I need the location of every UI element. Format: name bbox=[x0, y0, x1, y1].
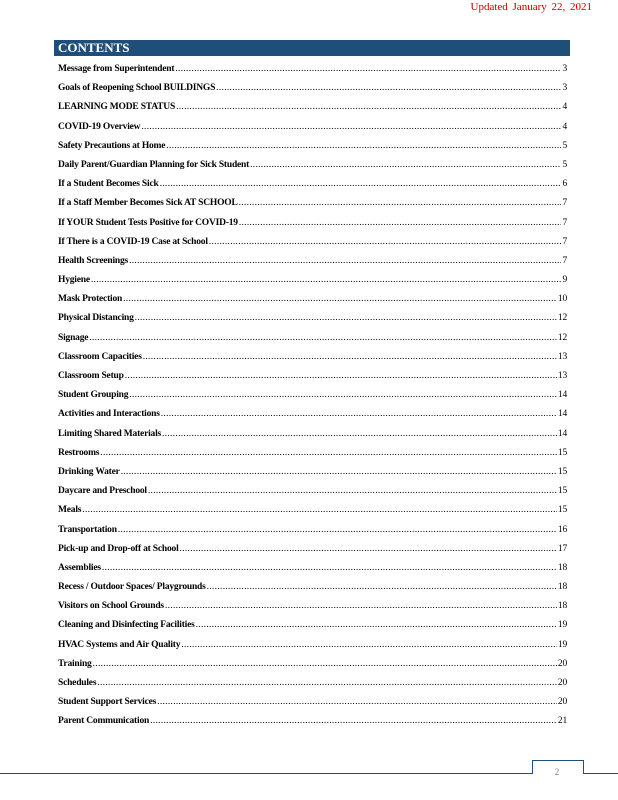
toc-entry-page: 4 bbox=[562, 121, 567, 132]
footer-rule bbox=[0, 773, 618, 774]
toc-dot-leader bbox=[162, 429, 557, 439]
toc-dot-leader bbox=[209, 237, 562, 247]
contents-title: CONTENTS bbox=[58, 40, 130, 55]
toc-entry[interactable] bbox=[58, 544, 567, 563]
toc-entry-page: 10 bbox=[557, 294, 567, 305]
toc-entry[interactable] bbox=[58, 218, 567, 237]
toc-entry[interactable] bbox=[58, 122, 567, 141]
toc-dot-leader bbox=[135, 313, 557, 323]
toc-entry-page: 17 bbox=[557, 543, 567, 554]
toc-entry-page: 7 bbox=[562, 255, 567, 266]
toc-dot-leader bbox=[93, 659, 557, 669]
toc-entry[interactable] bbox=[58, 582, 567, 601]
toc-entry[interactable] bbox=[58, 448, 567, 467]
toc-entry-page: 18 bbox=[557, 562, 567, 573]
toc-entry-label: Pick-up and Drop-off at School bbox=[58, 543, 179, 554]
toc-entry-label: Meals bbox=[58, 505, 82, 516]
toc-entry-page: 4 bbox=[562, 102, 567, 113]
toc-dot-leader bbox=[150, 716, 557, 726]
toc-entry-page: 3 bbox=[562, 83, 567, 94]
toc-entry-label: LEARNING MODE STATUS bbox=[58, 102, 176, 113]
toc-entry-page: 20 bbox=[557, 658, 567, 669]
toc-entry-label: Daily Parent/Guardian Planning for Sick Student bbox=[58, 159, 250, 170]
toc-dot-leader bbox=[125, 371, 557, 381]
toc-entry[interactable] bbox=[58, 352, 567, 371]
toc-entry-label: If YOUR Student Tests Positive for COVID-19 bbox=[58, 217, 238, 228]
toc-entry[interactable] bbox=[58, 294, 567, 313]
toc-entry-label: Visitors on School Grounds bbox=[58, 601, 164, 612]
toc-entry-page: 20 bbox=[557, 678, 567, 688]
toc-entry[interactable] bbox=[58, 102, 567, 121]
toc-entry-label: Parent Communication bbox=[58, 716, 150, 727]
toc-entry-page: 20 bbox=[557, 697, 567, 708]
toc-entry-label: Student Support Services bbox=[58, 697, 157, 708]
toc-dot-leader bbox=[141, 122, 561, 132]
toc-entry-label: Mask Protection bbox=[58, 294, 123, 305]
toc-entry-label: Assemblies bbox=[58, 562, 101, 573]
toc-entry-label: Cleaning and Disinfecting Facilities bbox=[58, 620, 195, 631]
toc-entry[interactable] bbox=[58, 179, 567, 198]
toc-entry-page: 5 bbox=[562, 159, 567, 170]
toc-entry[interactable] bbox=[58, 659, 567, 678]
toc-entry-label: Safety Precautions at Home bbox=[58, 140, 166, 151]
toc-entry-page: 19 bbox=[557, 639, 567, 650]
toc-entry-page: 7 bbox=[562, 236, 567, 247]
toc-entry-label: Activities and Interactions bbox=[58, 409, 160, 420]
toc-dot-leader bbox=[118, 525, 557, 535]
toc-entry-label: HVAC Systems and Air Quality bbox=[58, 639, 181, 650]
toc-entry-label: Transportation bbox=[58, 524, 117, 535]
toc-entry-label: Limiting Shared Materials bbox=[58, 428, 162, 439]
toc-entry-page: 15 bbox=[557, 466, 567, 477]
toc-entry-page: 14 bbox=[557, 409, 567, 420]
toc-entry[interactable] bbox=[58, 505, 567, 524]
toc-dot-leader bbox=[239, 218, 562, 228]
toc-dot-leader bbox=[166, 141, 561, 151]
table-of-contents bbox=[58, 64, 567, 736]
toc-entry-label: Restrooms bbox=[58, 447, 100, 458]
toc-entry-label: If There is a COVID-19 Case at School bbox=[58, 236, 208, 247]
toc-entry-page: 15 bbox=[557, 447, 567, 458]
toc-entry[interactable] bbox=[58, 716, 567, 735]
toc-entry[interactable] bbox=[58, 275, 567, 294]
toc-entry[interactable] bbox=[58, 601, 567, 620]
toc-entry-label: Student Grouping bbox=[58, 390, 129, 401]
toc-entry[interactable] bbox=[58, 640, 567, 659]
toc-dot-leader bbox=[123, 294, 557, 304]
toc-entry-page: 5 bbox=[562, 140, 567, 151]
toc-entry-page: 18 bbox=[557, 601, 567, 612]
toc-dot-leader bbox=[97, 678, 557, 688]
toc-dot-leader bbox=[176, 102, 561, 112]
toc-dot-leader bbox=[180, 544, 557, 554]
toc-dot-leader bbox=[196, 620, 557, 630]
toc-entry[interactable] bbox=[58, 198, 567, 217]
toc-dot-leader bbox=[148, 486, 557, 496]
toc-entry-label: Classroom Setup bbox=[58, 371, 124, 381]
toc-entry-page: 13 bbox=[557, 371, 567, 381]
toc-entry-label: Daycare and Preschool bbox=[58, 486, 147, 497]
contents-heading-bar bbox=[54, 40, 570, 56]
toc-entry[interactable] bbox=[58, 390, 567, 409]
toc-entry[interactable] bbox=[58, 409, 567, 428]
toc-entry-label: Drinking Water bbox=[58, 466, 120, 477]
toc-entry-page: 3 bbox=[562, 64, 567, 74]
toc-entry-page: 9 bbox=[562, 275, 567, 286]
toc-dot-leader bbox=[161, 409, 557, 419]
toc-entry-page: 15 bbox=[557, 486, 567, 497]
toc-entry[interactable] bbox=[58, 333, 567, 352]
toc-entry[interactable] bbox=[58, 64, 567, 83]
toc-entry[interactable] bbox=[58, 256, 567, 275]
toc-entry-page: 14 bbox=[557, 428, 567, 439]
toc-entry[interactable] bbox=[58, 678, 567, 697]
toc-entry[interactable] bbox=[58, 563, 567, 582]
toc-entry[interactable] bbox=[58, 429, 567, 448]
toc-entry-page: 7 bbox=[562, 198, 567, 209]
toc-entry[interactable] bbox=[58, 697, 567, 716]
toc-entry-label: Goals of Reopening School BUILDINGS bbox=[58, 83, 216, 94]
toc-dot-leader bbox=[100, 448, 557, 458]
toc-entry-page: 13 bbox=[557, 351, 567, 362]
toc-entry-label: If a Staff Member Becomes Sick AT SCHOOL bbox=[58, 198, 238, 209]
toc-entry-page: 19 bbox=[557, 620, 567, 631]
toc-entry-label: Physical Distancing bbox=[58, 313, 134, 324]
toc-dot-leader bbox=[165, 601, 557, 611]
updated-date: Updated January 22, 2021 bbox=[470, 1, 592, 13]
toc-dot-leader bbox=[160, 179, 562, 189]
toc-entry-page: 21 bbox=[557, 716, 567, 727]
toc-entry-label: Schedules bbox=[58, 678, 97, 688]
toc-entry-label: Health Screenings bbox=[58, 255, 129, 266]
toc-entry-page: 15 bbox=[557, 505, 567, 516]
toc-entry-label: Message from Superintendent bbox=[58, 64, 175, 74]
toc-dot-leader bbox=[157, 697, 557, 707]
toc-dot-leader bbox=[121, 467, 557, 477]
toc-entry-page: 12 bbox=[557, 313, 567, 324]
toc-entry-page: 16 bbox=[557, 524, 567, 535]
toc-dot-leader bbox=[175, 64, 561, 74]
toc-entry-page: 18 bbox=[557, 582, 567, 593]
toc-dot-leader bbox=[91, 275, 562, 285]
toc-dot-leader bbox=[102, 563, 557, 573]
toc-entry-label: Hygiene bbox=[58, 275, 90, 286]
toc-entry[interactable] bbox=[58, 371, 567, 390]
toc-entry-page: 14 bbox=[557, 390, 567, 401]
toc-dot-leader bbox=[181, 640, 557, 650]
toc-entry-label: Classroom Capacities bbox=[58, 351, 142, 362]
page-number: 2 bbox=[554, 767, 560, 777]
toc-dot-leader bbox=[250, 160, 561, 170]
toc-dot-leader bbox=[89, 333, 557, 343]
toc-entry[interactable] bbox=[58, 313, 567, 332]
toc-entry-label: Training bbox=[58, 658, 92, 669]
toc-entry[interactable] bbox=[58, 467, 567, 486]
toc-entry[interactable] bbox=[58, 237, 567, 256]
toc-entry[interactable] bbox=[58, 486, 567, 505]
toc-entry[interactable] bbox=[58, 620, 567, 639]
toc-entry-page: 6 bbox=[562, 179, 567, 190]
toc-entry[interactable] bbox=[58, 525, 567, 544]
toc-dot-leader bbox=[239, 198, 562, 208]
toc-entry-label: Signage bbox=[58, 332, 89, 343]
toc-entry-label: If a Student Becomes Sick bbox=[58, 179, 159, 190]
toc-entry[interactable] bbox=[58, 83, 567, 102]
toc-dot-leader bbox=[129, 390, 557, 400]
toc-entry[interactable] bbox=[58, 160, 567, 179]
toc-dot-leader bbox=[207, 582, 557, 592]
toc-dot-leader bbox=[216, 83, 561, 93]
toc-dot-leader bbox=[143, 352, 557, 362]
toc-entry-label: COVID-19 Overview bbox=[58, 121, 141, 132]
toc-dot-leader bbox=[82, 505, 557, 515]
toc-entry[interactable] bbox=[58, 141, 567, 160]
toc-entry-label: Recess / Outdoor Spaces/ Playgrounds bbox=[58, 582, 206, 593]
toc-entry-page: 7 bbox=[562, 217, 567, 228]
toc-dot-leader bbox=[129, 256, 561, 266]
toc-entry-page: 12 bbox=[557, 332, 567, 343]
